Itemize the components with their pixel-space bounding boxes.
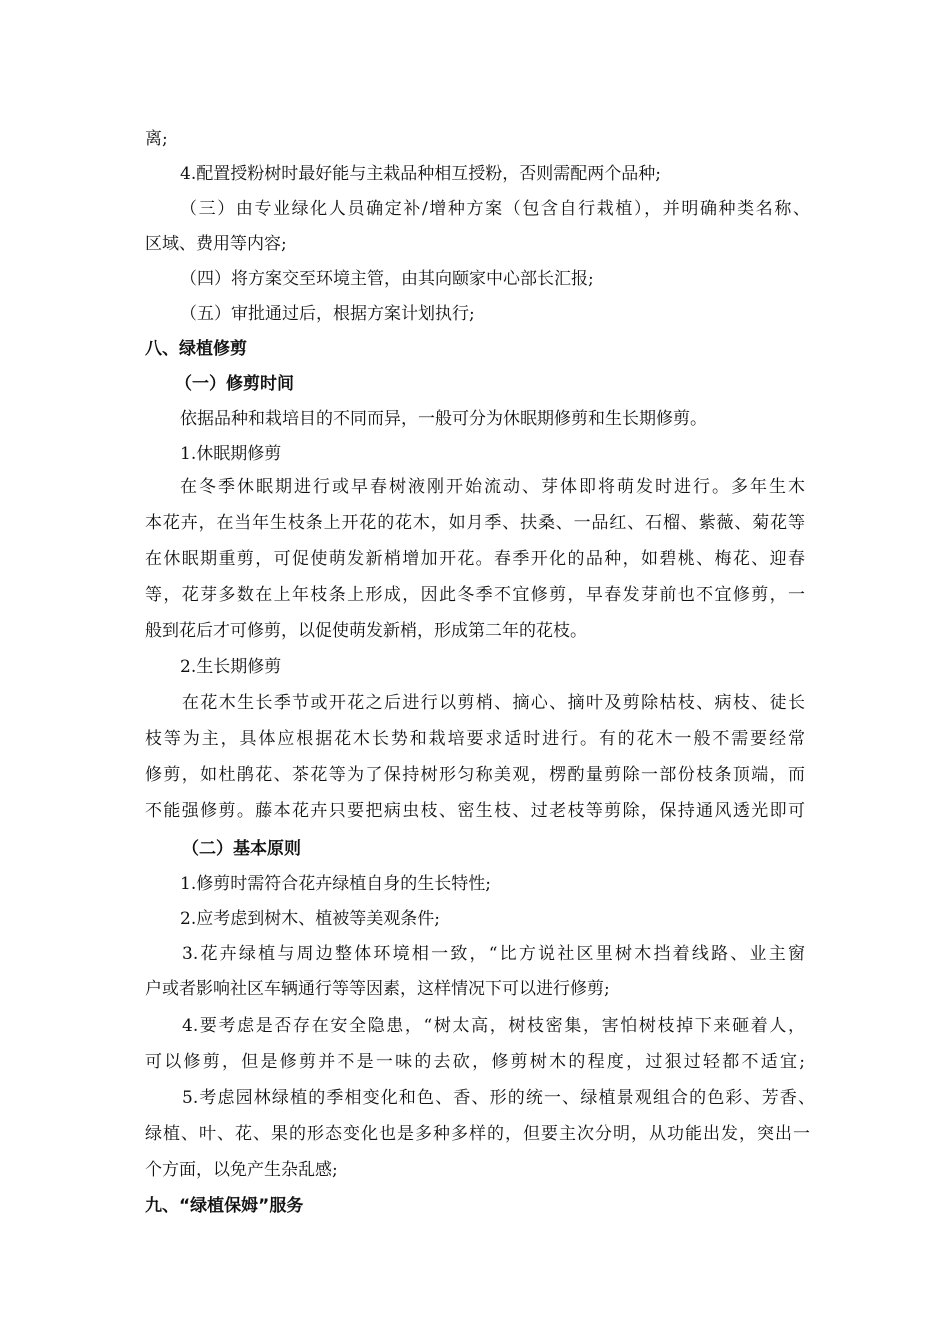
text-line: （三）由专业绿化人员确定补/增种方案（包含自行栽植），并明确种类名称、 [180, 199, 810, 219]
section-heading: 九、“绿植保姆”服务 [145, 1196, 304, 1216]
text-line: 1.修剪时需符合花卉绿植自身的生长特性; [180, 874, 491, 894]
text-line: 区域、费用等内容; [145, 234, 287, 254]
text-line: 2.生长期修剪 [180, 657, 282, 677]
text-line: 4.配置授粉树时最好能与主栽品种相互授粉，否则需配两个品种; [180, 164, 661, 184]
text-line: 本花卉，在当年生枝条上开花的花木，如月季、扶桑、一品红、石榴、紫薇、菊花等 [145, 513, 805, 533]
text-line: 修剪，如杜鹃花、茶花等为了保持树形匀称美观，楞酌量剪除一部份枝条顶端，而 [145, 765, 805, 785]
text-line: 在休眠期重剪，可促使萌发新梢增加开花。春季开化的品种，如碧桃、梅花、迎春 [145, 549, 805, 569]
text-line: 枝等为主，具体应根据花木长势和栽培要求适时进行。有的花木一般不需要经常 [145, 729, 805, 749]
text-line: 等，花芽多数在上年枝条上形成，因此冬季不宜修剪，早春发芽前也不宜修剪，一 [145, 585, 805, 605]
text-line: 1.休眠期修剪 [180, 444, 282, 464]
subsection-heading: （一）修剪时间 [175, 374, 294, 394]
text-line: 3.花卉绿植与周边整体环境相一致，“比方说社区里树木挡着线路、业主窗 [182, 944, 805, 964]
text-line: 绿植、叶、花、果的形态变化也是多种多样的，但要主次分明，从功能出发，突出一 [145, 1124, 810, 1144]
text-line: 5.考虑园林绿植的季相变化和色、香、形的统一、绿植景观组合的色彩、芳香、 [182, 1088, 815, 1108]
section-heading: 八、绿植修剪 [145, 339, 247, 359]
text-line: 个方面，以免产生杂乱感; [145, 1160, 338, 1180]
text-line: 2.应考虑到树木、植被等美观条件; [180, 909, 440, 929]
text-line: （五）审批通过后，根据方案计划执行; [180, 304, 475, 324]
text-line: 4.要考虑是否存在安全隐患，“树太高，树枝密集，害怕树枝掉下来砸着人， [182, 1016, 805, 1036]
subsection-heading: （二）基本原则 [182, 839, 301, 859]
text-line: 户或者影响社区车辆通行等等因素，这样情况下可以进行修剪; [145, 979, 610, 999]
text-line: 在花木生长季节或开花之后进行以剪梢、摘心、摘叶及剪除枯枝、病枝、徒长 [182, 693, 805, 713]
text-line: 不能强修剪。藤本花卉只要把病虫枝、密生枝、过老枝等剪除，保持通风透光即可 [145, 801, 805, 821]
text-line: 般到花后才可修剪，以促使萌发新梢，形成第二年的花枝。 [145, 621, 587, 641]
text-line: （四）将方案交至环境主管，由其向颐家中心部长汇报; [180, 269, 594, 289]
text-line: 离; [145, 129, 168, 149]
text-line: 可以修剪，但是修剪并不是一味的去砍，修剪树木的程度，过狠过轻都不适宜; [145, 1052, 805, 1072]
text-line: 依据品种和栽培目的不同而异，一般可分为休眠期修剪和生长期修剪。 [180, 409, 707, 429]
text-line: 在冬季休眠期进行或早春树液刚开始流动、芽体即将萌发时进行。多年生木 [180, 477, 805, 497]
